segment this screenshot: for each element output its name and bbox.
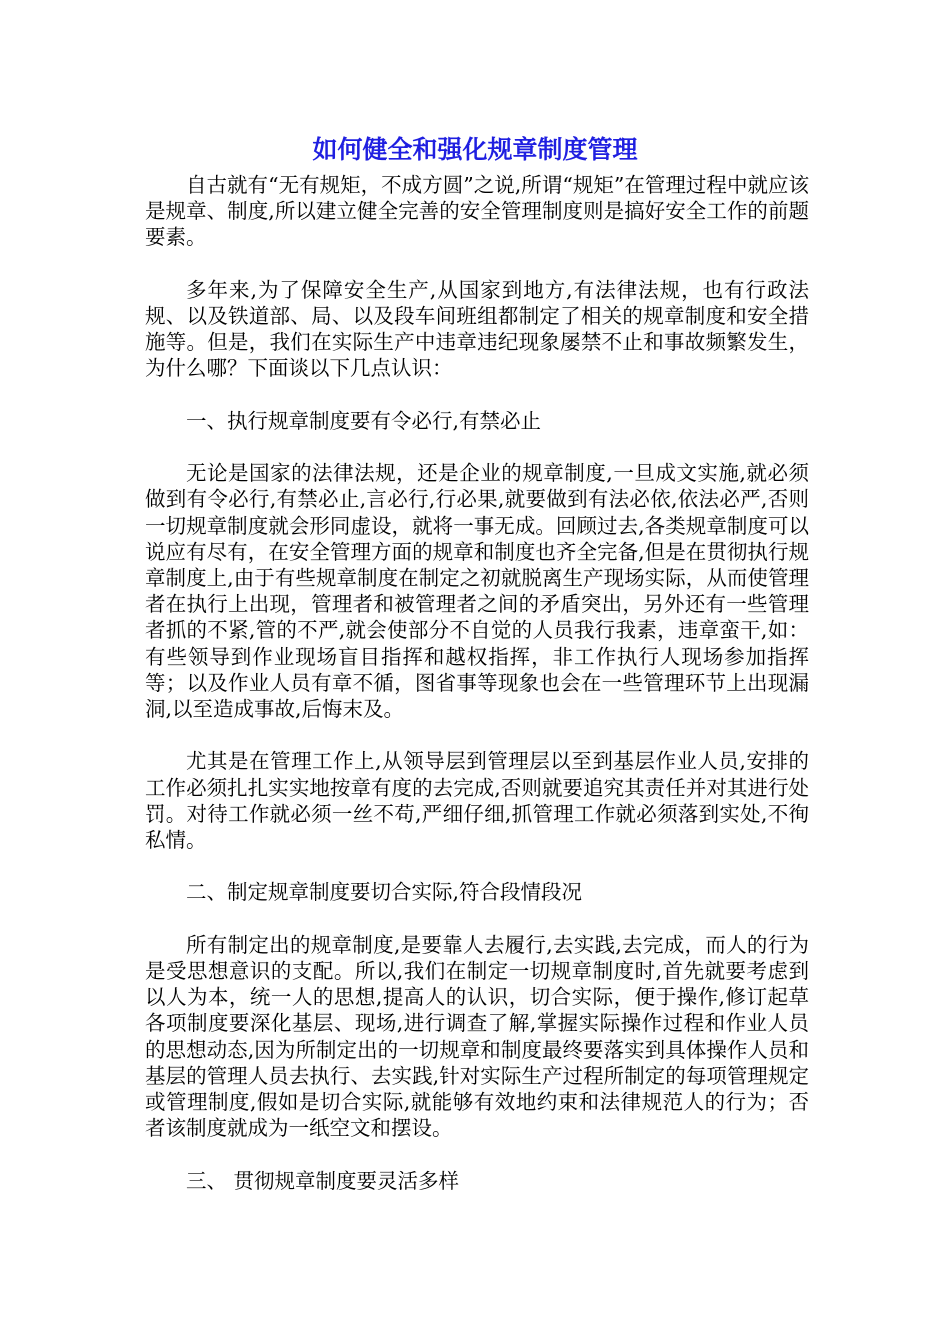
- paragraph-section-1-management: 尤其是在管理工作上,从领导层到管理层以至到基层作业人员,安排的工作必须扎扎实实地按章有度的去完成,否则就要追究其责任并对其进行处罚。对待工作就必须一丝不苟,严细仔细,抓管理工作就必须落到实处,不徇私情。: [145, 749, 809, 853]
- paragraph-intro: 自古就有“无有规矩，不成方圆”之说,所谓“规矩”在管理过程中就应该是规章、制度,所以建立健全完善的安全管理制度则是搞好安全工作的前题要素。: [145, 173, 809, 250]
- section-heading-2: 二、制定规章制度要切合实际,符合段情段况: [186, 880, 583, 905]
- section-heading-1: 一、执行规章制度要有令必行,有禁必止: [186, 408, 542, 433]
- paragraph-background: 多年来,为了保障安全生产,从国家到地方,有法律法规，也有行政法规、以及铁道部、局、以及段车间班组都制定了相关的规章制度和安全措施等。但是，我们在实际生产中违章违纪现象屡禁不止和事故频繁发生，为什么哪？下面谈以下几点认识：: [145, 277, 809, 381]
- document-body: [145, 172, 809, 1220]
- paragraph-section-1-body: 无论是国家的法律法规，还是企业的规章制度,一旦成文实施,就必须做到有令必行,有禁必止,言必行,行必果,就要做到有法必依,依法必严,否则一切规章制度就会形同虚设，就将一事无成。回顾过去,各类规章制度可以说应有尽有，在安全管理方面的规章和制度也齐全完备,但是在贯彻执行规章制度上,由于有些规章制度在制定之初就脱离生产现场实际，从而使管理者在执行上出现，管理者和被管理者之间的矛盾突出，另外还有一些管理者抓的不紧,管的不严,就会使部分不自觉的人员我行我素，违章蛮干,如：有些领导到作业现场盲目指挥和越权指挥，非工作执行人现场参加指挥等；以及作业人员有章不循，图省事等现象也会在一些管理环节上出现漏洞,以至造成事故,后悔末及。: [145, 461, 809, 722]
- paragraph-section-2-body: 所有制定出的规章制度,是要靠人去履行,去实践,去完成，而人的行为是受思想意识的支配。所以,我们在制定一切规章制度时,首先就要考虑到以人为本，统一人的思想,提高人的认识，切合实际，便于操作,修订起草各项制度要深化基层、现场,进行调查了解,掌握实际操作过程和作业人员的思想动态,因为所制定出的一切规章和制度最终要落实到具体操作人员和基层的管理人员去执行、去实践,针对实际生产过程所制定的每项管理规定或管理制度,假如是切合实际,就能够有效地约束和法律规范人的行为；否者该制度就成为一纸空文和摆设。: [145, 932, 809, 1141]
- document-title: 如何健全和强化规章制度管理: [312, 135, 638, 164]
- section-heading-3: 三、 贯彻规章制度要灵活多样: [186, 1168, 460, 1193]
